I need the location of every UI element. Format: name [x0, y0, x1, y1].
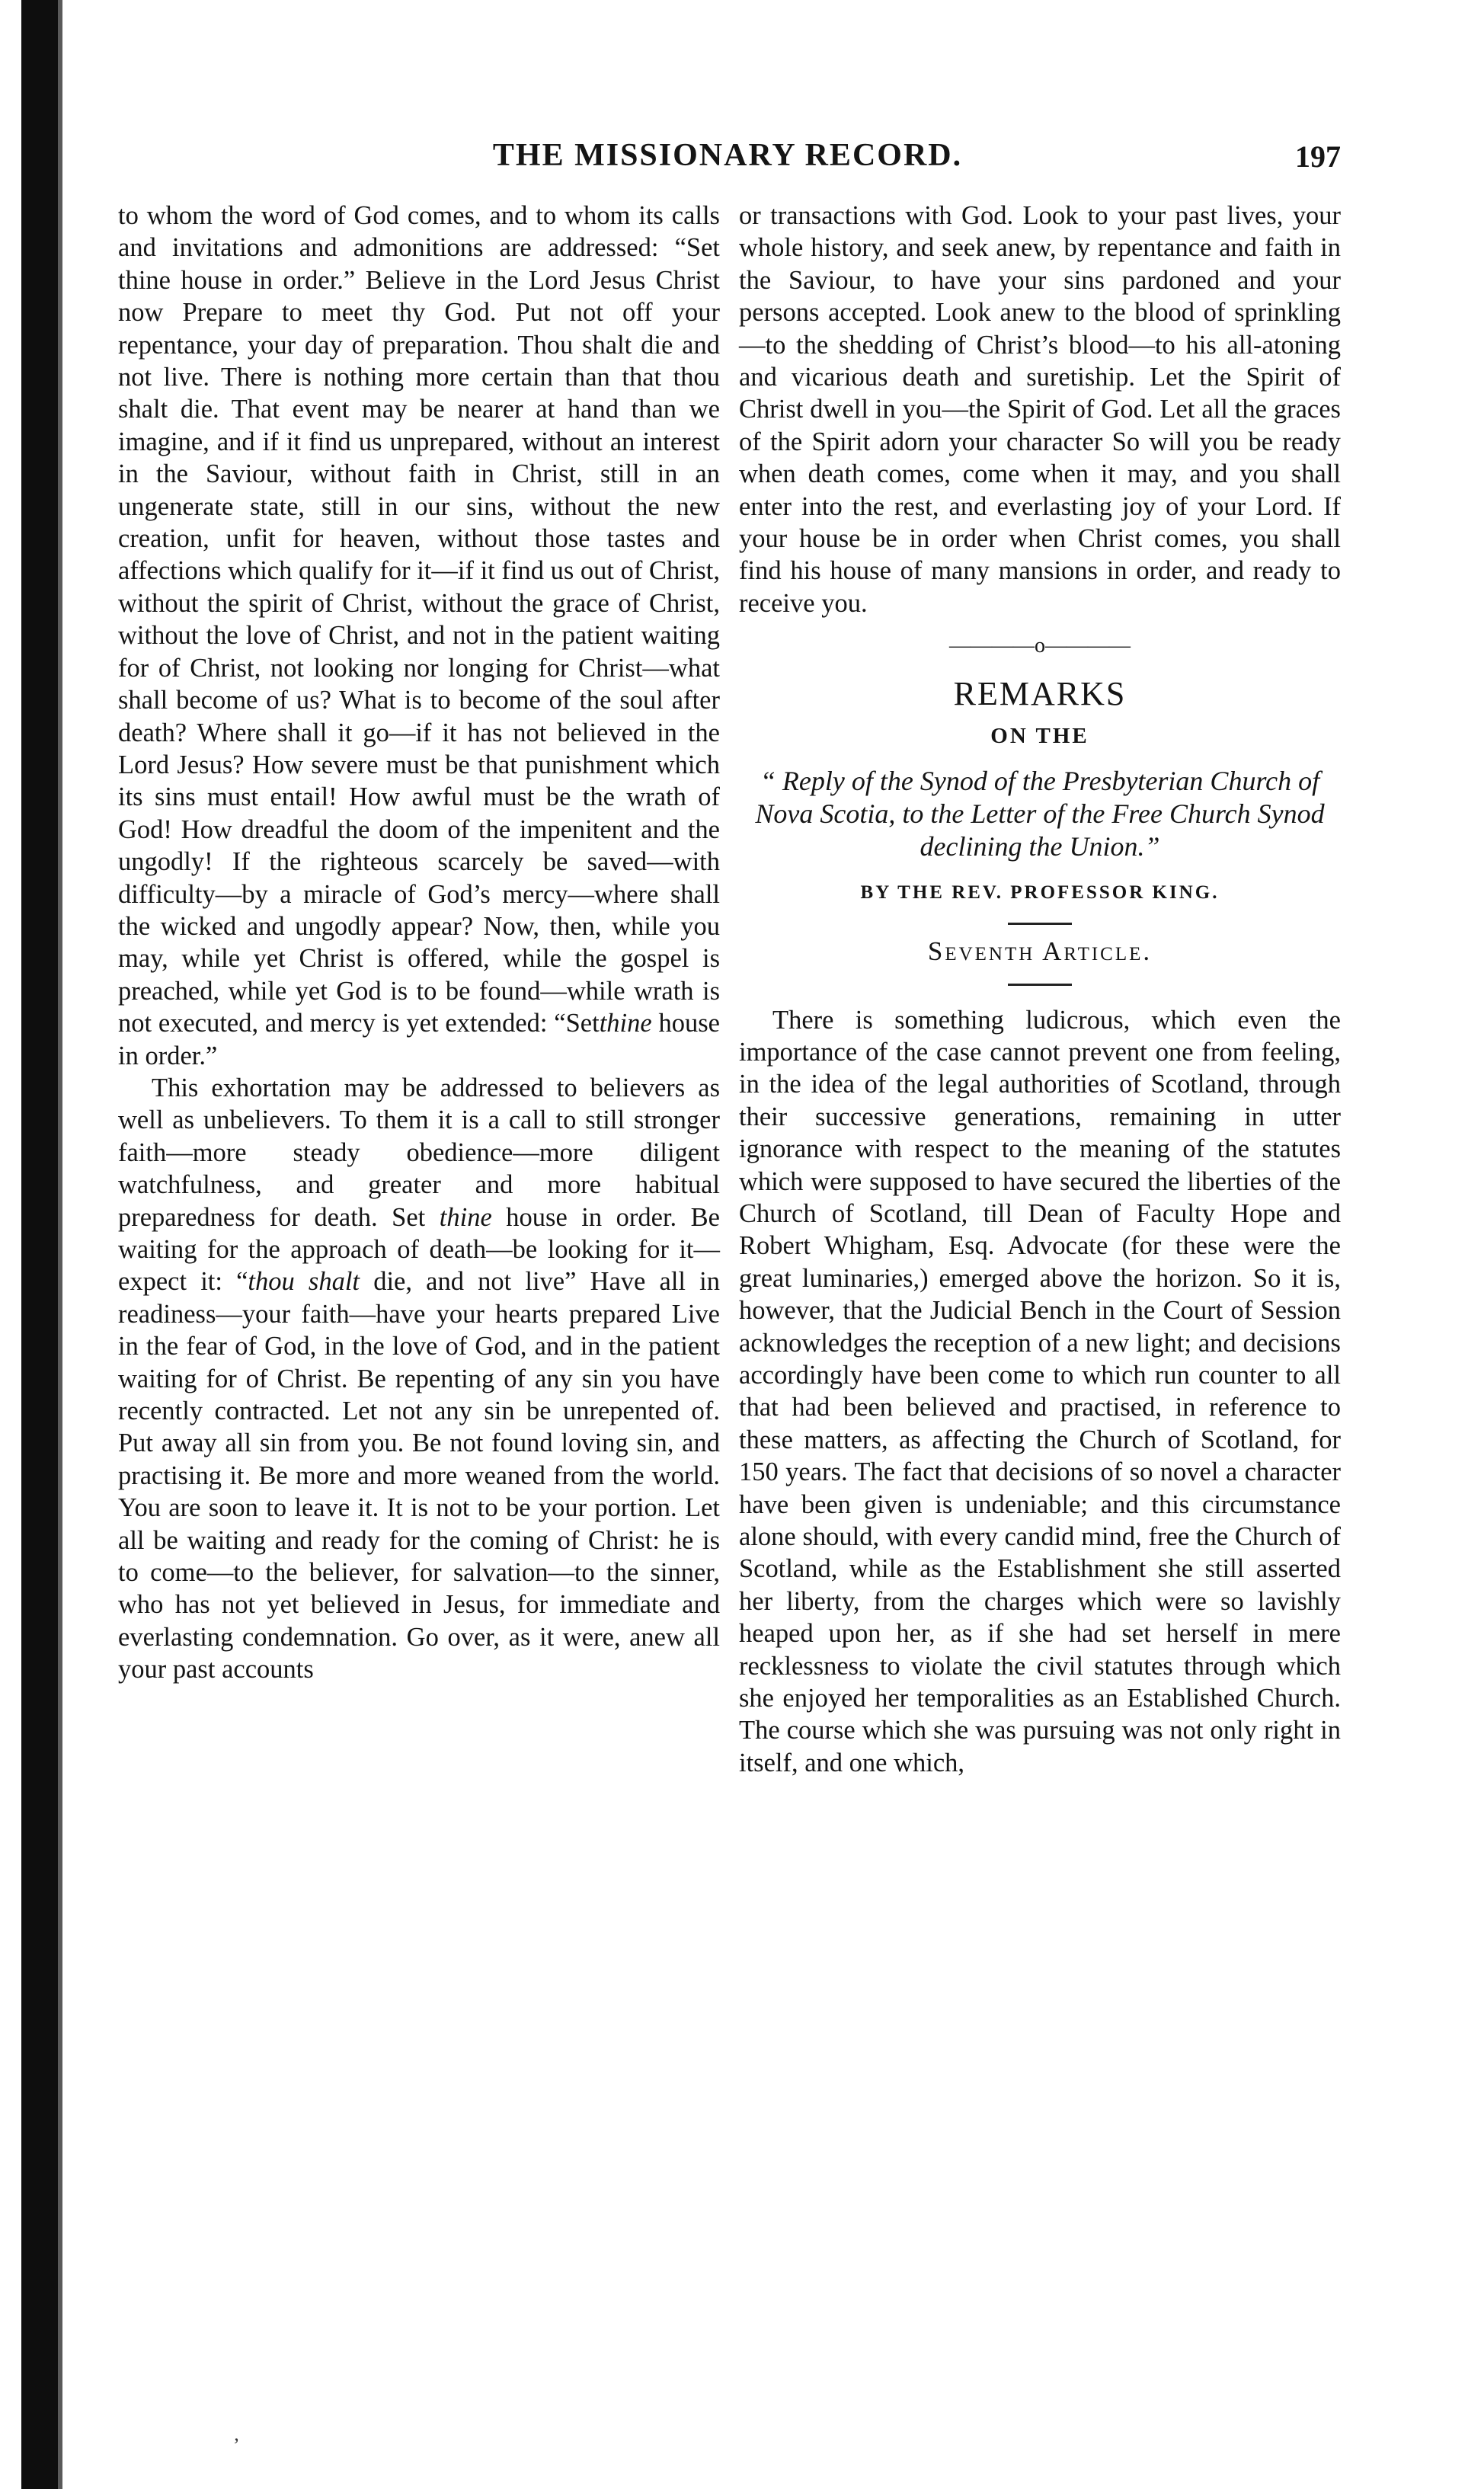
- binding-spine: [21, 0, 58, 2489]
- paragraph-exhortation: [118, 200, 720, 1072]
- section-ornament: ————o————: [949, 634, 1131, 658]
- italic-word: thine: [599, 1009, 652, 1038]
- italic-word: thine: [439, 1202, 492, 1232]
- paragraph-continuation: or transactions with God. Look to your past lives, your whole history, and seek anew, by repentance and faith in the Saviour, to have your sins pardoned and your persons accepted. Look anew to the blood of sprinkling—to the shedding of Christ’s blood—to his all-atoning and vicarious death and suretiship. Let the Spirit of Christ dwell in you—the Spirit of God. Let all the graces of the Spirit adorn your character So will you be ready when death comes, come when it may, and you shall enter into the rest, and everlasting joy of your Lord. If your house be in order when Christ comes, you shall find his house of many mansions in order, and ready to receive you.: [739, 201, 1341, 618]
- page-number: 197: [1295, 139, 1341, 174]
- reply-title: “ Reply of the Synod of the Presbyterian Church of Nova Scotia, to the Letter of the Free Church Synod declining the Union.”: [755, 765, 1325, 862]
- italic-phrase: thou shalt: [248, 1267, 360, 1297]
- author-byline: BY THE REV. PROFESSOR KING.: [860, 881, 1220, 903]
- binding-edge: [58, 0, 62, 2489]
- running-title: THE MISSIONARY RECORD.: [492, 138, 963, 173]
- section-subheading: ON THE: [990, 724, 1089, 749]
- divider-rule: [1008, 984, 1072, 986]
- page-header: [114, 137, 1341, 183]
- paragraph-text: house in order. Be waiting for the approach of death—be looking for it—expect it: “: [118, 1202, 720, 1297]
- left-column: [118, 200, 720, 1686]
- divider-rule: [1008, 923, 1072, 925]
- paragraph-article-body: There is something ludicrous, which even the importance of the case cannot prevent one from feeling, in the idea of the legal authorities of Scotland, through their successive generations, remaining in utter ignorance with respect to the meaning of the statutes which were supposed to have secured the liberties of the Church of Scotland, till Dean of Faculty Hope and Robert Whigham, Esq. Advocate (for these were the great luminaries,) emerged above the horizon. So it is, however, that the Judicial Bench in the Court of Session acknowledges the reception of a new light; and decisions accordingly have been come to which run counter to all that had been believed and practised, in reference to these matters, as affecting the Church of Scotland, for 150 years. The fact that decisions of so novel a character have been given is undeniable; and this circumstance alone should, with every candid mind, free the Church of Scotland, while as the Establishment she still asserted her liberty, from the charges which were so lavishly heaped upon her, as if she had set herself in mere recklessness to violate the civil statutes through which she enjoyed her temporalities as an Established Church. The course which she was pursuing was not only right in itself, and one which,: [739, 1005, 1341, 1777]
- section-heading: REMARKS: [953, 675, 1127, 713]
- paragraph-text: to whom the word of God comes, and to whom its calls and invitations and admonitions are addressed: “Set thine house in order.” Believe in the Lord Jesus Christ now Prepare to meet thy God. Put not off your repentance, your day of preparation. Thou shalt die and not live. There is nothing more certain than that thou shalt die. That event may be nearer at hand than we imagine, and if it find us unprepared, without an interest in the Saviour, without faith in Christ, still in an ungenerate state, still in our sins, without the new creation, unfit for heaven, without those tastes and affections which qualify for it—if it find us out of Christ, without the spirit of Christ, without the grace of Christ, without the love of Christ, and not in the patient waiting for of Christ, not looking nor longing for Christ—what shall become of us? What is to become of the soul after death? Where shall it go—if it has not believed in the Lord Jesus? How severe must be that punishment which its sins must entail! How awful must be the wrath of God! How dreadful the doom of the impenitent and the ungodly! If the righteous scarcely be saved—with difficulty—by a miracle of God’s mercy—where shall the wicked and ungodly appear? Now, then, while you may, while yet Christ is offered, while the gospel is preached, while yet God is to be found—while wrath is not executed, and mercy is yet extended: “Set: [118, 201, 720, 1038]
- article-heading: Seventh Article.: [927, 936, 1153, 967]
- paragraph-text: die, and not live” Have all in readiness—your faith—have your hearts prepared Live in the fear of God, in the love of God, and in the patient waiting for of Christ. Be repenting of any sin you have recently contracted. Let not any sin be unrepented of. Put away all sin from you. Be not found loving sin, and practising it. Be more and more weaned from the world. You are soon to leave it. It is not to be your portion. Let all be waiting and ready for the coming of Christ: he is to come—to the believer, for salvation—to the sinner, who has not yet believed in Jesus, for immediate and everlasting condemnation. Go over, as it were, anew all your past accounts: [118, 1267, 721, 1684]
- right-column: [739, 200, 1341, 1779]
- paragraph-text: This exhortation may be addressed to believers as well as unbelievers. To them it is a call to still stronger faith—more steady obedience—more diligent watchfulness, and greater and more habitual preparedness for death. Set: [118, 1073, 720, 1232]
- paragraph-believers: [118, 1072, 720, 1686]
- stray-ink-mark: ‚: [233, 2423, 240, 2445]
- paragraph-text: house in order.”: [118, 1009, 720, 1070]
